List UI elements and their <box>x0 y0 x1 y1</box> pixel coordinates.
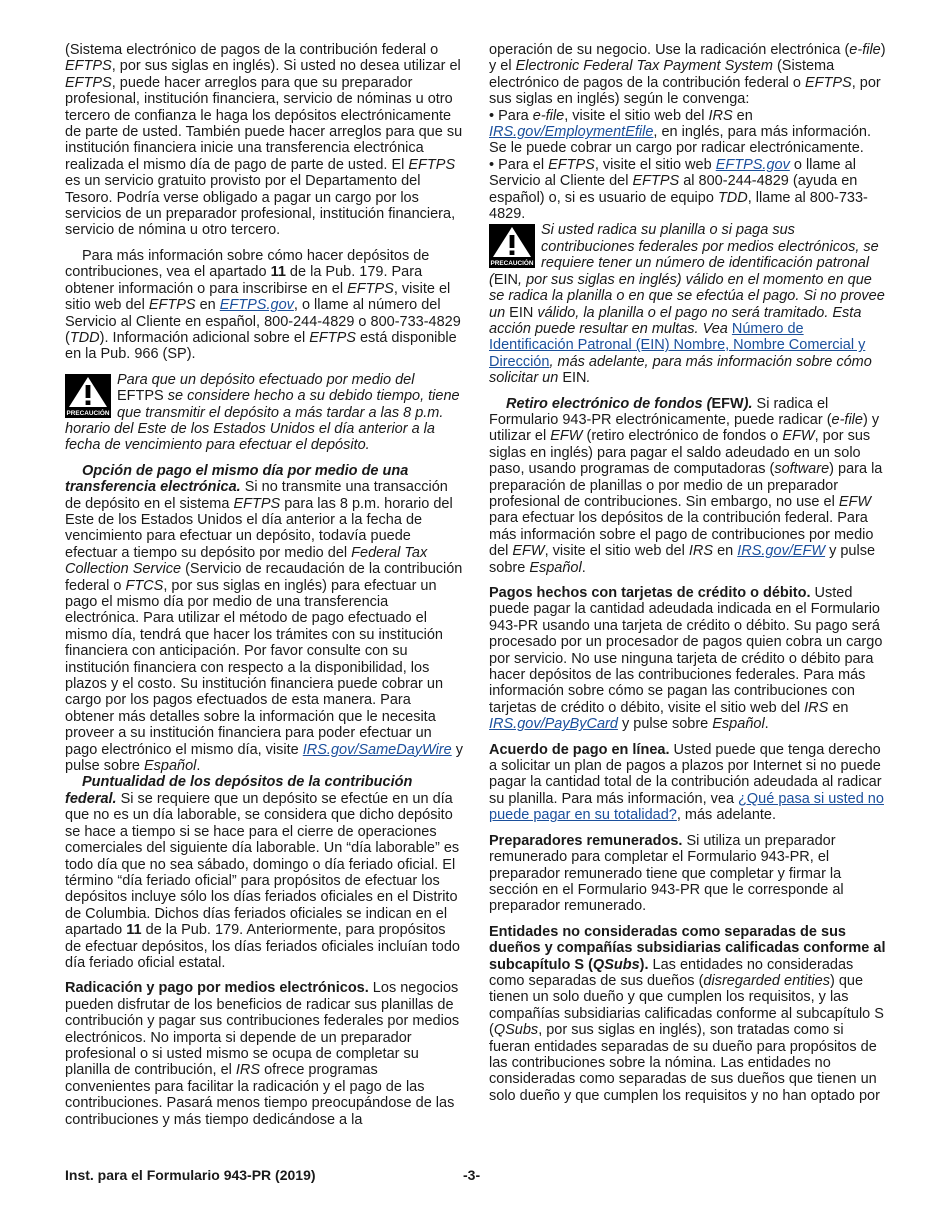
paragraph-efw: Retiro electrónico de fondos (EFW). Si radica el Formulario 943-PR electrónicamente, puede radicar (e-file) y utilizar el EFW (retiro electrónico de fondos o EFW, por sus siglas en inglés) para pagar el saldo adeudado en un solo paso, usando programas de computadoras (software) para la preparación de planillas o por medio de un preparador profesional de contribuciones. Sin embargo, no use el EFW para efectuar los depósitos de la contribución federal. Para más información sobre el pago de contribuciones por medio del EFW, visite el sitio web del IRS en IRS.gov/EFW y pulse sobre Español. <box>489 395 883 576</box>
paragraph-paid-preparers: Preparadores remunerados. Si utiliza un preparador remunerado para completar el Formulario 943-PR, el preparador remunerado tiene que completar y firmar la sección en el Formulario 943-PR que le corresponde al preparador remunerado. <box>489 832 844 915</box>
link-eftps-gov[interactable]: EFTPS.gov <box>219 297 294 314</box>
paragraph-eftps-info: Para más información sobre cómo hacer depósitos de contribuciones, vea el apartado 11 de la Pub. 179. Para obtener información o para inscribirse en el EFTPS, visite el sitio web del EFTPS en EFTPS.gov, o llame al número del Servicio al Cliente en español, 800-244-4829 o 800-733-4829 (TDD). Información adicional sobre el EFTPS está disponible en la Pub. 966 (SP). <box>65 247 461 363</box>
link-employment-efile[interactable]: IRS.gov/EmploymentEfile <box>489 124 654 141</box>
paragraph-same-day-wire: Opción de pago el mismo día por medio de una transferencia electrónica. Si no transmite una transacción de depósito en el sistema EFTPS para las 8 p.m. horario del Este de los Estados Unidos el día anterior a la fecha de vencimiento para efectuar un depósito, todavía puede efectuar a tiempo su depósito por medio del Federal Tax Collection Service (Servicio de recaudación de la contribución federal o FTCS, por sus siglas en inglés) para efectuar un pago el mismo día por medio de una transferencia electrónica. Para utilizar el método de pago efectuado el mismo día, tendrá que hacer los trámites con su institución financiera con anticipación. Por favor consulte con su institución financiera con respecto a la disponibilidad, los plazos y el costo. Su institución financiera puede cobrar un cargo por los pagos efectuados de esta manera. Para obtener más detalles sobre la información que le necesita proveer a su institución financiera para poder efectuar un pago electrónico el mismo día, visite IRS.gov/SameDayWire y pulse sobre Español. <box>65 462 463 775</box>
link-pay-by-card[interactable]: IRS.gov/PayByCard <box>489 716 618 733</box>
paragraph-deposit-timeliness: Puntualidad de los depósitos de la contribución federal. Si se requiere que un depósito se efectúe en un día que no es un día laborable, se considera que dicho depósito se hace a tiempo si se hace para el cierre de operaciones comerciales del siguiente día laborable. Un “día laborable” es todo día que no sea sábado, domingo o día feriado oficial. El término “día feriado oficial” para propósitos de efectuar los depósitos incluye sólo los días feriados oficiales en el Distrito de Columbia. Dichos días feriados oficiales se indican en el apartado 11 de la Pub. 179. Anteriormente, para propósitos de efectuar depósitos, los días feriados oficiales incluían todo día feriado oficial estatal. <box>65 774 460 971</box>
left-column <box>65 42 463 1137</box>
paragraph-disregarded-entities: Entidades no consideradas como separadas de sus dueños y compañías subsidiarias calificadas conforme al subcapítulo S (QSubs). Las entidades no consideradas como separadas de sus dueños (disregarded entities) que tienen un solo dueño y que cumplen los requisitos, y las compañías subsidiarias calificadas conforme al subcapítulo S (QSubs, por sus siglas en inglés), son tratadas como si fueran entidades separadas de su dueño para propósitos de las contribuciones sobre la nómina. Las entidades no consideradas como separadas de sus dueños que tienen un solo dueño y que cumplen los requisitos y no han optado por <box>489 923 886 1104</box>
link-cannot-pay-in-full[interactable]: ¿Qué pasa si usted no puede pagar en su totalidad? <box>489 790 884 824</box>
caution-note-ein: PRECAUCIÓN Si usted radica su planilla o si paga sus contribuciones federales por medios electrónicos, se requiere tener un número de identificación patronal (EIN, por sus siglas en inglés) válido en el momento en que se radica la planilla o en que se efectúa el pago. Si no provee un EIN válido, la planilla o el pago no será tramitado. Esta acción puede resultar en multas. Vea Número de Identificación Patronal (EIN) Nombre, Nombre Comercial y Dirección, más adelante, para más información sobre cómo solicitar un EIN. <box>489 222 885 387</box>
paragraph-electronic-filing: Radicación y pago por medios electrónicos. Los negocios pueden disfrutar de los beneficios de radicar sus planillas de contribución y pagar sus contribuciones federales por medios electrónicos. No importa si depende de un preparador profesional o si usted mismo se ocupa de completar su planilla de contribución, el IRS ofrece programas convenientes para facilitar la radicación y el pago de las contribuciones. Pasará menos tiempo preocupándose de las contribuciones y más tiempo dedicándose a la <box>65 980 460 1128</box>
svg-text:PRECAUCIÓN: PRECAUCIÓN <box>490 260 534 268</box>
bullet-eftps: • Para el EFTPS, visite el sitio web EFTPS.gov o llame al Servicio al Cliente del EFTPS al 800-244-4829 (ayuda en español) o, si es usuario de equipo TDD, llame al 800-733-4829. <box>489 156 868 223</box>
caution-icon <box>489 224 535 268</box>
bullet-efile: • Para e-file, visite el sitio web del IRS en IRS.gov/EmploymentEfile, en inglés, para más información. Se le puede cobrar un cargo por radicar electrónicamente. <box>489 107 872 157</box>
link-same-day-wire[interactable]: IRS.gov/SameDayWire <box>302 741 452 758</box>
page-number: -3- <box>463 1167 481 1183</box>
link-ein-section[interactable]: Número de Identificación Patronal (EIN) Nombre, Nombre Comercial y Dirección <box>489 320 866 370</box>
footer-form-title: Inst. para el Formulario 943-PR (2019) <box>65 1167 316 1183</box>
link-eftps-gov-right[interactable]: EFTPS.gov <box>715 156 790 173</box>
right-column <box>489 42 887 1113</box>
paragraph-eftps-intro: (Sistema electrónico de pagos de la contribución federal o EFTPS, por sus siglas en inglés). Si usted no desea utilizar el EFTPS, puede hacer arreglos para que su preparador profesional, institución financiera, servicio de nóminas u otro tercero de confianza le haga los depósitos electrónicamente de parte de usted. También puede hacer arreglos para que su institución financiera inicie una transferencia electrónica realizada el mismo día de pago de parte de usted. El EFTPS es un servicio gratuito provisto por el Departamento del Tesoro. Podría verse obligado a pagar un cargo por los servicios de un preparador profesional, institución financiera, servicio de nómina u otro tercero. <box>65 42 463 239</box>
caution-icon <box>65 374 111 418</box>
svg-text:PRECAUCIÓN: PRECAUCIÓN <box>66 409 110 417</box>
link-irs-efw[interactable]: IRS.gov/EFW <box>737 543 826 560</box>
paragraph-card-payments: Pagos hechos con tarjetas de crédito o débito. Usted puede pagar la cantidad adeudada indicada en el Formulario 943-PR usando una tarjeta de crédito o débito. Su pago será procesado por un procesador de pagos quien cobra un cargo por servicio. No use ninguna tarjeta de crédito o débito para hacer depósitos de las contribuciones federales. Para más información sobre cómo se pagan las contribuciones con tarjetas de crédito o débito, visite el sitio web del IRS en IRS.gov/PayByCard y pulse sobre Español. <box>489 585 883 733</box>
paragraph-online-payment-agreement: Acuerdo de pago en línea. Usted puede que tenga derecho a solicitar un plan de pagos a plazos por Internet si no puede pagar la cantidad total de la contribución adeudada al radicar su planilla. Para más información, vea ¿Qué pasa si usted no puede pagar en su totalidad?, más adelante. <box>489 741 884 824</box>
paragraph-efile-eftps: operación de su negocio. Use la radicación electrónica (e-file) y el Electronic Federal Tax Payment System (Sistema electrónico de pagos de la contribución federal o EFTPS, por sus siglas en inglés) según le convenga: <box>489 42 886 108</box>
caution-note-deposit-deadline: PRECAUCIÓN Para que un depósito efectuado por medio del EFTPS se considere hecho a su debido tiempo, tiene que transmitir el depósito a más tardar a las 8 p.m. horario del Este de los Estados Unidos el día anterior a la fecha de vencimiento para efectuar el depósito. <box>65 371 460 454</box>
